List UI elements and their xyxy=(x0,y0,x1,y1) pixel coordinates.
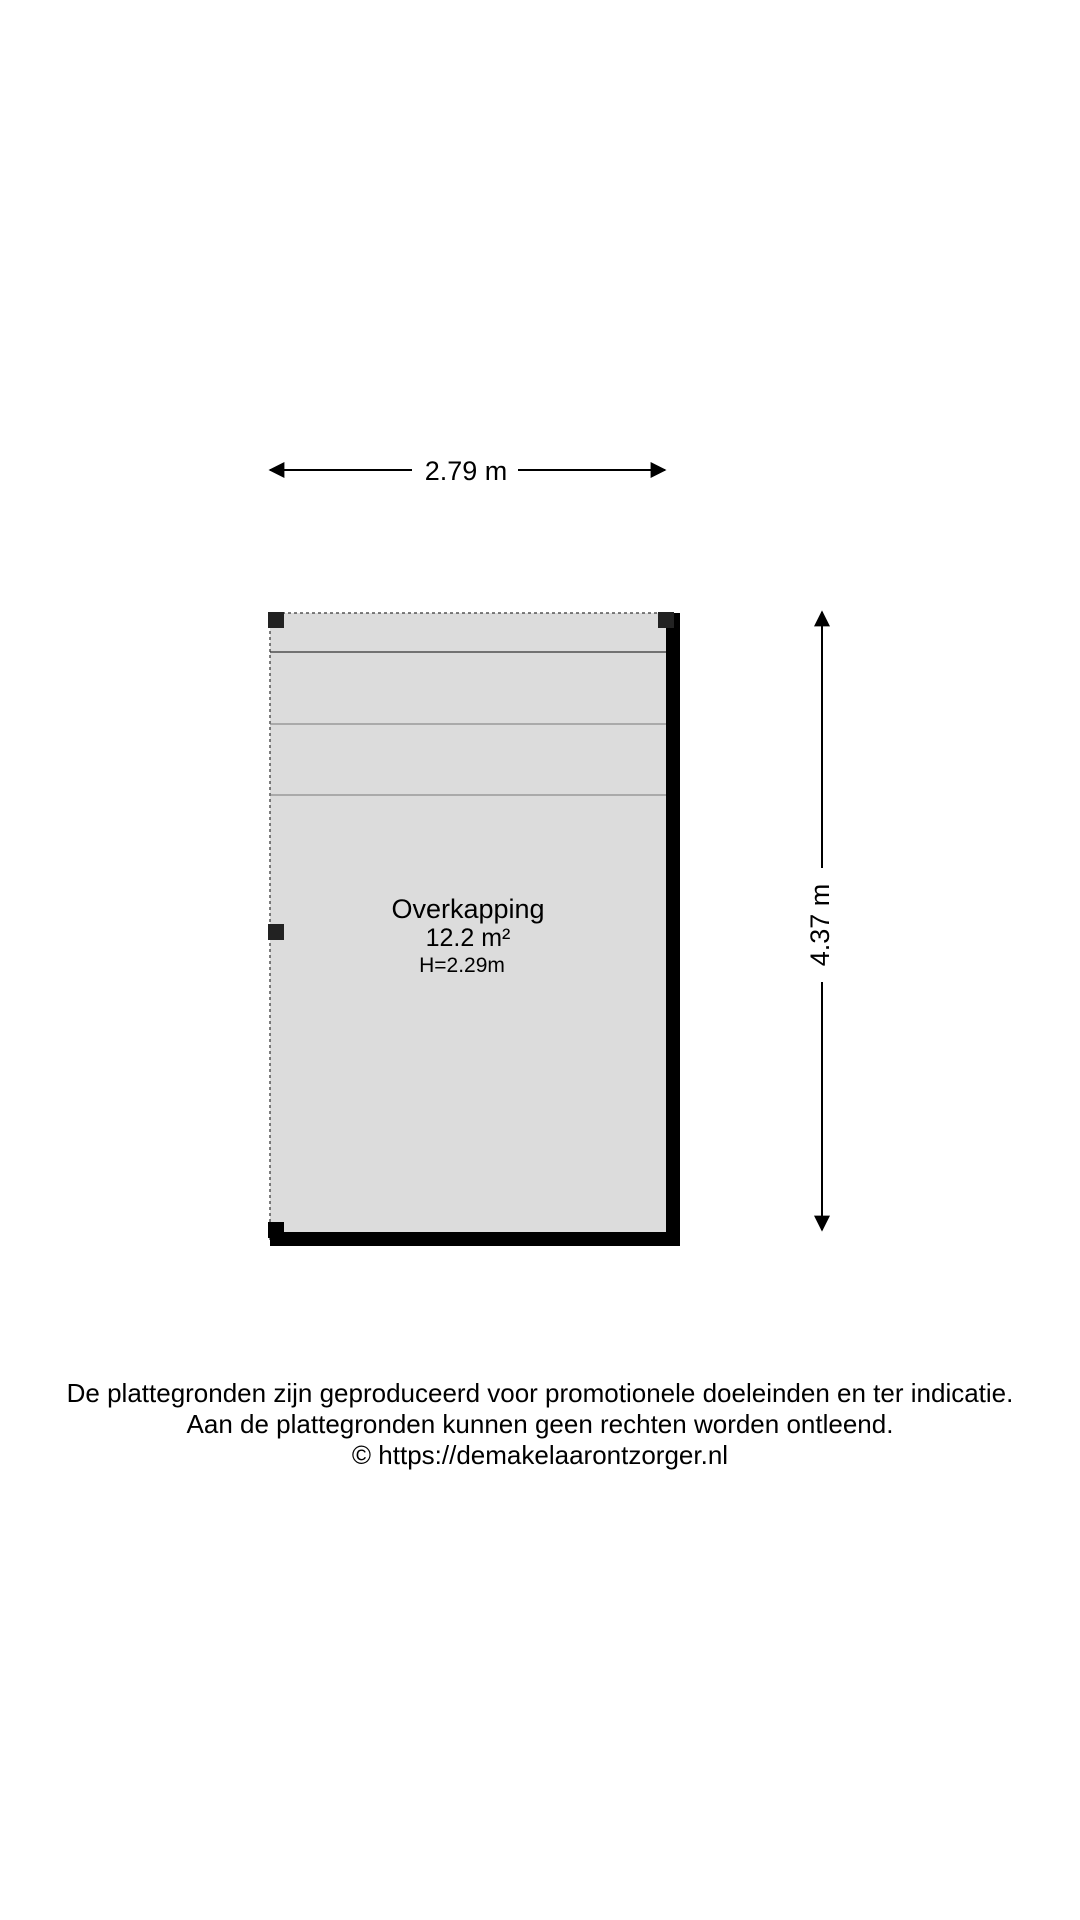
wall-right xyxy=(666,613,680,1246)
width-dimension-label: 2.79 m xyxy=(424,456,508,486)
wall-bottom xyxy=(270,1232,680,1246)
post-middle-left xyxy=(268,924,284,940)
post-top-right xyxy=(658,612,674,628)
room-overkapping xyxy=(268,612,680,1246)
height-dimension-label: 4.37 m xyxy=(805,883,836,967)
post-top-left xyxy=(268,612,284,628)
room-name: Overkapping xyxy=(391,894,545,924)
room-area: 12.2 m² xyxy=(425,924,511,952)
post-bottom-left xyxy=(268,1222,284,1238)
disclaimer xyxy=(0,1378,1080,1471)
disclaimer-line-1: De plattegronden zijn geproduceerd voor promotionele doeleinden en ter indicatie. xyxy=(66,1378,1014,1408)
disclaimer-line-3: © https://demakelaarontzorger.nl xyxy=(351,1440,729,1470)
width-dimension xyxy=(270,456,665,486)
disclaimer-line-2: Aan de plattegronden kunnen geen rechten worden ontleend. xyxy=(186,1409,894,1439)
room-height: H=2.29m xyxy=(419,954,505,977)
height-dimension xyxy=(805,612,835,1230)
